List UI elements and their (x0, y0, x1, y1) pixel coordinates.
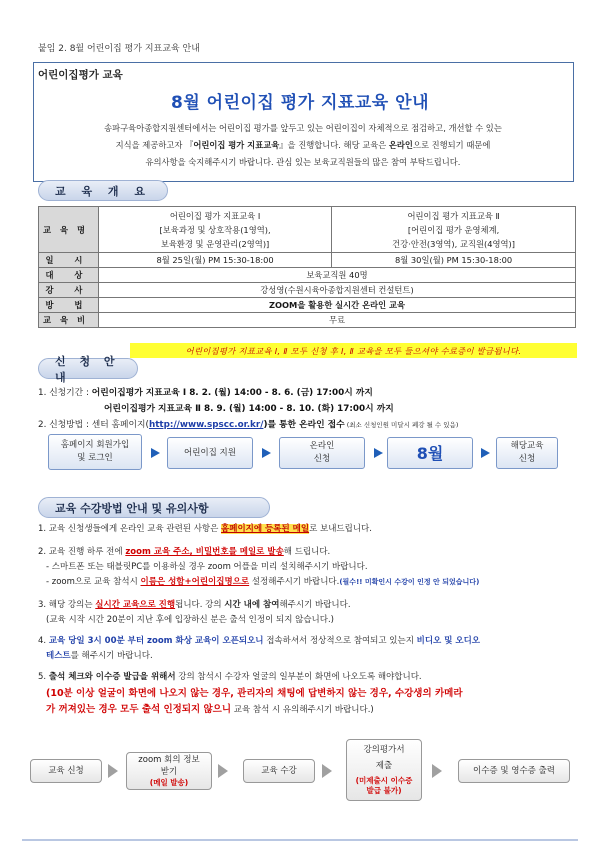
lecturer-cell: 강성영(수원시육아종합지원센터 컨설턴트) (99, 283, 576, 298)
intro-text (48, 120, 558, 171)
row-head-date: 일 시 (39, 253, 99, 268)
course-2-cell: 어린이집 평가 지표교육 Ⅱ [어린이집 평가 운영체계, 건강·안전(3영역), 교직원(4영역)] (332, 207, 576, 253)
target-cell: 보육교직원 40명 (99, 268, 576, 283)
apply-method: 2. 신청방법 : 센터 홈페이지(http://www.spscc.or.kr/)를 통한 온라인 접수 (최소 신청인원 미달시 폐강 될 수 있음) (38, 420, 459, 430)
intro-line-1: 송파구육아종합지원센터에서는 어린이집 평가를 앞두고 있는 어린이집이 자체적으로 점검하고, 개선할 수 있는 (104, 123, 502, 133)
row-head-lecturer: 강 사 (39, 283, 99, 298)
edu-info-table (38, 206, 576, 328)
bottom-step-apply: 교육 신청 (30, 759, 102, 783)
row-head-target: 대 상 (39, 268, 99, 283)
apply-step-month: 8월 (387, 437, 473, 469)
method-item-3: 3. 해당 강의는 실시간 교육으로 진행됩니다. 강의 시간 내에 참여해주시기 바랍니다. (38, 600, 351, 610)
arrow-icon (262, 448, 271, 458)
arrow-icon (432, 764, 442, 778)
apply-step-support: 어린이집 지원 (167, 437, 253, 469)
table-row (39, 207, 576, 253)
homepage-link[interactable]: http://www.spscc.or.kr/ (148, 420, 264, 430)
arrow-icon (481, 448, 490, 458)
method-item-2-sub-2: - zoom으로 교육 참석시 이름은 성함+어린이집명으로 설정해주시기 바랍니다.(필수!! 미확인시 수강이 인정 안 되었습니다) (46, 577, 480, 587)
method-item-2: 2. 교육 진행 하루 전에 zoom 교육 주소, 비밀번호를 메일로 발송해 드립니다. (38, 547, 331, 557)
method-item-4: 4. 교육 당일 3시 00분 부터 zoom 화상 교육이 오픈되오니 접속하셔서 정상적으로 참여되고 있는지 비디오 및 오디오 (38, 636, 481, 646)
row-head-method: 방 법 (39, 298, 99, 313)
bottom-step-evaluation: 강의평가서 제출 (미제출시 이수증 발급 불가) (346, 739, 422, 801)
bottom-step-zoom-info: zoom 회의 정보 받기 (메일 발송) (126, 752, 212, 790)
method-item-1: 1. 교육 신청생들에게 온라인 교육 관련된 사항은 홈페이지에 등록된 메일로 보내드립니다. (38, 524, 372, 534)
table-row (39, 313, 576, 328)
bottom-step-attend: 교육 수강 (243, 759, 315, 783)
method-item-5-warning: (10분 이상 얼굴이 화면에 나오지 않는 경우, 관리자의 채팅에 답변하지 않는 경우, 수강생의 카메라 가 꺼져있는 경우 모두 출석 인정되지 않으니 교육 참석 시 유의해주시기 바랍니다.) (46, 688, 463, 715)
course-1-cell: 어린이집 평가 지표교육 Ⅰ [보육과정 및 상호작용(1영역), 보육환경 및 운영관리(2영역)] (99, 207, 332, 253)
intro-line-2: 지식을 제공하고자 『어린이집 평가 지표교육』을 진행합니다. 해당 교육은 온라인으로 진행되기 때문에 (115, 140, 491, 150)
table-row (39, 283, 576, 298)
attachment-label: 붙임 2. 8월 어린이집 평가 지표교육 안내 (38, 44, 200, 54)
arrow-icon (374, 448, 383, 458)
method-item-5: 5. 출석 체크와 이수증 발급을 위해서 강의 참석시 수강자 얼굴의 일부분이 화면에 나오도록 해야합니다. (38, 672, 422, 682)
apply-step-course: 해당교육 신청 (496, 437, 558, 469)
apply-period-2: 어린이집평가 지표교육 Ⅱ 8. 9. (월) 14:00 - 8. 10. (화) 17:00시 까지 (104, 404, 394, 414)
section-apply-heading: 신 청 안 내 (38, 358, 138, 379)
method-item-4-line-2: 테스트를 해주시기 바랍니다. (46, 651, 153, 661)
apply-period-1: 1. 신청기간 : 어린이집평가 지표교육 Ⅰ 8. 2. (월) 14:00 - 8. 6. (금) 17:00시 까지 (38, 388, 373, 398)
table-row (39, 253, 576, 268)
method-item-2-sub-1: - 스마트폰 또는 태블릿PC를 이용하실 경우 zoom 어플을 미리 설치해주시기 바랍니다. (46, 562, 368, 572)
table-row (39, 268, 576, 283)
table-row (39, 298, 576, 313)
section-edu-heading: 교 육 개 요 (38, 180, 168, 201)
date-2-cell: 8월 30일(월) PM 15:30-18:00 (332, 253, 576, 268)
completion-notice: 어린이집평가 지표교육 Ⅰ, Ⅱ 모두 신청 후 Ⅰ, Ⅱ 교육을 모두 들으셔야 수료증이 발급됩니다. (130, 343, 577, 358)
row-head-fee: 교육비 (39, 313, 99, 328)
row-head-course: 교육명 (39, 207, 99, 253)
method-item-3-sub: (교육 시작 시간 20분이 지난 후에 입장하신 분은 출석 인정이 되지 않습니다.) (46, 615, 334, 625)
intro-line-3: 유의사항을 숙지해주시기 바랍니다. 관심 있는 보육교직원들의 많은 참여 부탁드립니다. (145, 157, 461, 167)
arrow-icon (108, 764, 118, 778)
method-cell: ZOOM을 활용한 실시간 온라인 교육 (99, 298, 576, 313)
apply-step-online: 온라인 신청 (279, 437, 365, 469)
apply-step-signup: 홈페이지 회원가입 및 로그인 (48, 434, 142, 470)
date-1-cell: 8월 25일(월) PM 15:30-18:00 (99, 253, 332, 268)
bottom-step-certificate: 이수증 및 영수증 출력 (458, 759, 570, 783)
header-tag: 어린이집평가 교육 (38, 69, 123, 81)
arrow-icon (322, 764, 332, 778)
page-title: 8월 어린이집 평가 지표교육 안내 (171, 93, 429, 113)
section-method-heading: 교육 수강방법 안내 및 유의사항 (38, 497, 270, 518)
arrow-icon (218, 764, 228, 778)
arrow-icon (151, 448, 160, 458)
fee-cell: 무료 (99, 313, 576, 328)
bottom-divider (22, 839, 578, 841)
